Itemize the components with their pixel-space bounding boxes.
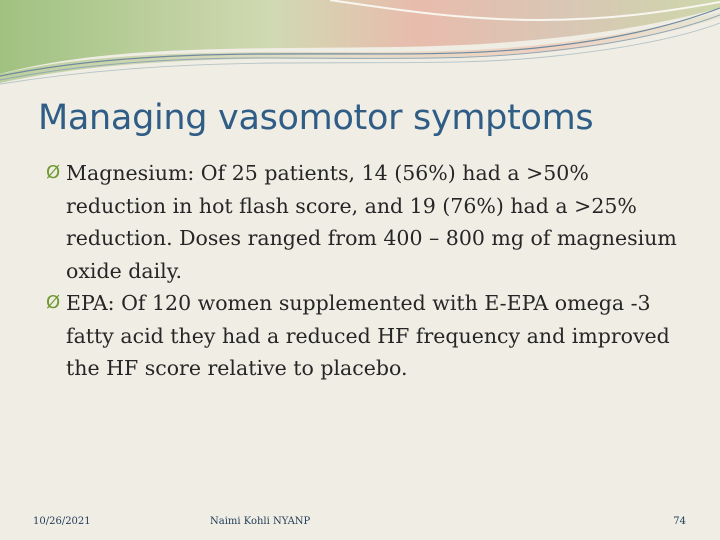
footer-date: 10/26/2021 — [33, 516, 91, 527]
bullet-magnesium — [46, 157, 686, 287]
slide-title: Managing vasomotor symptoms — [38, 98, 594, 138]
footer-presenter: Naimi Kohli NYANP — [210, 516, 311, 527]
bullet-text-epa: EPA: Of 120 women supplemented with E-EPA omega -3 fatty acid they had a reduced HF frequency and improved the HF score relative to placebo. — [66, 291, 670, 380]
page-number: 74 — [673, 516, 686, 527]
bullet-list — [46, 157, 686, 385]
arrow-bullet-icon: Ø — [46, 162, 61, 183]
arrow-bullet-icon: Ø — [46, 292, 61, 313]
decorative-wave-header — [0, 0, 720, 90]
bullet-epa — [46, 287, 686, 385]
bullet-text-magnesium: Magnesium: Of 25 patients, 14 (56%) had a >50% reduction in hot flash score, and 19 (76%) had a >25% reduction. Doses ranged from 400 – 800 mg of magnesium oxide daily. — [66, 161, 677, 283]
